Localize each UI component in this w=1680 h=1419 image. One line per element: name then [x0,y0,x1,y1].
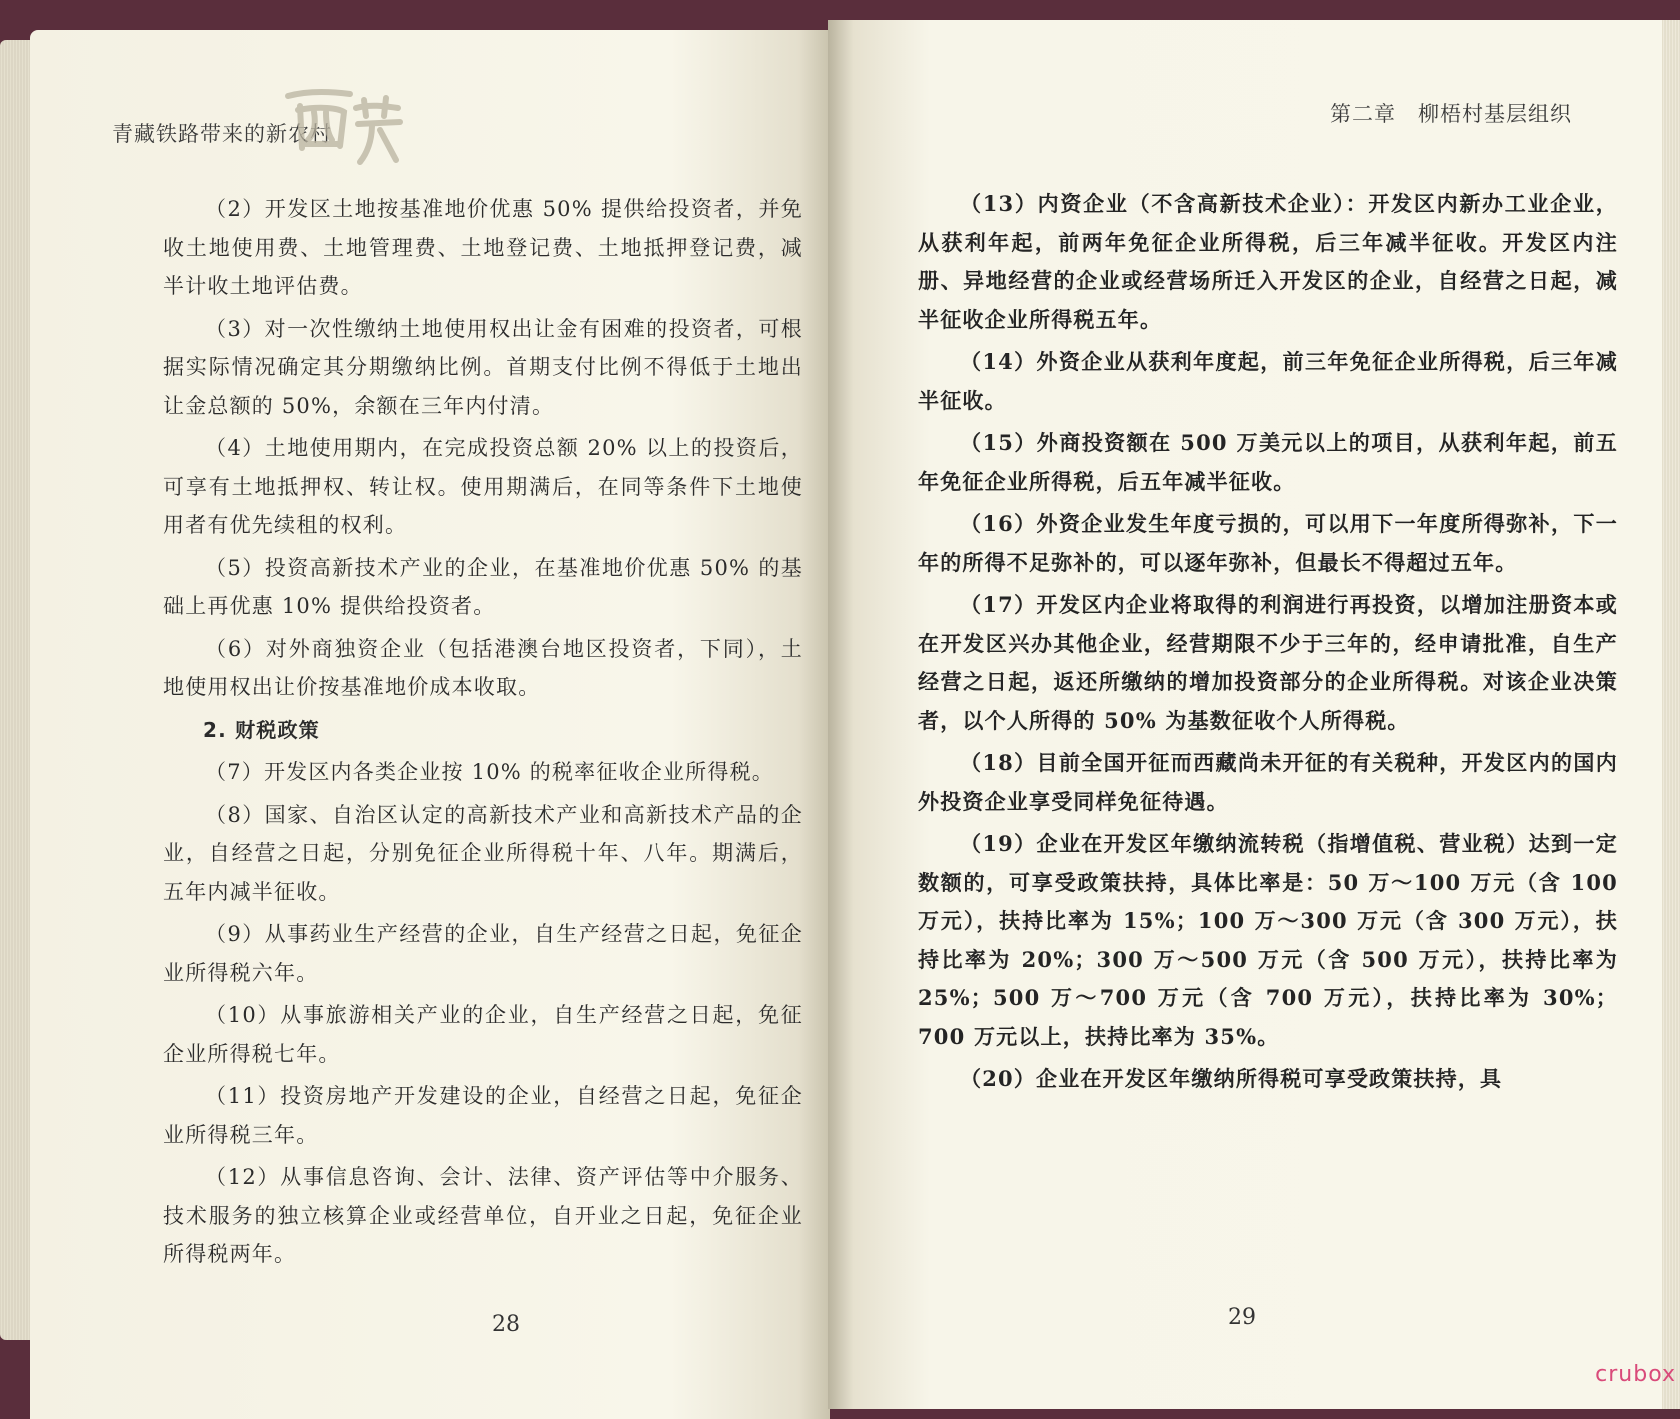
paragraph: （17）开发区内企业将取得的利润进行再投资，以增加注册资本或在开发区兴办其他企业，经营期限不少于三年的，经申请批准，自生产经营之日起，返还所缴纳的增加投资部分的企业所得税。对该企业决策者，以个人所得的 50% 为基数征收个人所得税。 [918,592,1618,733]
left-body-text [163,190,803,1278]
paragraph: （11）投资房地产开发建设的企业，自经营之日起，免征企业所得税三年。 [163,1084,803,1147]
book-page-edges-right [1662,20,1680,1409]
paragraph: （18）目前全国开征而西藏尚未开征的有关税种，开发区内的国内外投资企业享受同样免征待遇。 [918,750,1618,814]
paragraph: （15）外商投资额在 500 万美元以上的项目，从获利年起，前五年免征企业所得税，后五年减半征收。 [918,430,1618,494]
watermark-text: crubox [1595,1362,1676,1387]
right-running-head: 第二章 柳梧村基层组织 [1330,102,1572,126]
paragraph: （8）国家、自治区认定的高新技术产业和高新技术产品的企业，自经营之日起，分别免征企业所得税十年、八年。期满后，五年内减半征收。 [163,802,803,904]
section-heading: 2. 财税政策 [203,717,320,742]
paragraph: （5）投资高新技术产业的企业，在基准地价优惠 50% 的基础上再优惠 10% 提供给投资者。 [163,555,803,618]
paragraph: （20）企业在开发区年缴纳所得税可享受政策扶持，具 [960,1066,1503,1091]
paragraph: （7）开发区内各类企业按 10% 的税率征收企业所得税。 [205,760,774,784]
right-page-number: 29 [1228,1305,1256,1330]
right-page [828,20,1680,1409]
paragraph: （13）内资企业（不含高新技术企业）：开发区内新办工业企业，从获利年起，前两年免征企业所得税，后三年减半征收。开发区内注册、异地经营的企业或经营场所迁入开发区的企业，自经营之日起，减半征收企业所得税五年。 [918,191,1618,332]
paragraph: （9）从事药业生产经营的企业，自生产经营之日起，免征企业所得税六年。 [163,922,803,985]
paragraph: （16）外资企业发生年度亏损的，可以用下一年度所得弥补，下一年的所得不足弥补的，可以逐年弥补，但最长不得超过五年。 [918,511,1618,575]
paragraph: （10）从事旅游相关产业的企业，自生产经营之日起，免征企业所得税七年。 [163,1003,803,1066]
right-body-text [918,185,1618,1103]
paragraph: （19）企业在开发区年缴纳流转税（指增值税、营业税）达到一定数额的，可享受政策扶持，具体比率是：50 万～100 万元（含 100 万元），扶持比率为 15%；100 万～300 万元（含 300 万元），扶持比率为 20%；300 万～500 万元（含 500 万元），扶持比率为 25%；500 万～700 万元（含 700 万元），扶持比率为 30%；700 万元以上，扶持比率为 35%。 [918,831,1618,1049]
left-page-number: 28 [492,1312,520,1337]
paragraph: （14）外资企业从获利年度起，前三年免征企业所得税，后三年减半征收。 [918,349,1618,413]
paragraph: （2）开发区土地按基准地价优惠 50% 提供给投资者，并免收土地使用费、土地管理费、土地登记费、土地抵押登记费，减半计收土地评估费。 [163,197,803,298]
xizang-calligraphy-logo [280,78,410,168]
paragraph: （4）土地使用期内，在完成投资总额 20% 以上的投资后，可享有土地抵押权、转让权。使用期满后，在同等条件下土地使用者有优先续租的权利。 [163,436,803,537]
paragraph: （12）从事信息咨询、会计、法律、资产评估等中介服务、技术服务的独立核算企业或经营单位，自开业之日起，免征企业所得税两年。 [163,1165,803,1266]
paragraph: （6）对外商独资企业（包括港澳台地区投资者，下同），土地使用权出让价按基准地价成本收取。 [163,636,803,699]
left-running-head: 青藏铁路带来的新农村 [112,122,332,146]
left-page [30,30,830,1419]
paragraph: （3）对一次性缴纳土地使用权出让金有困难的投资者，可根据实际情况确定其分期缴纳比例。首期支付比例不得低于土地出让金总额的 50%，余额在三年内付清。 [163,316,803,418]
